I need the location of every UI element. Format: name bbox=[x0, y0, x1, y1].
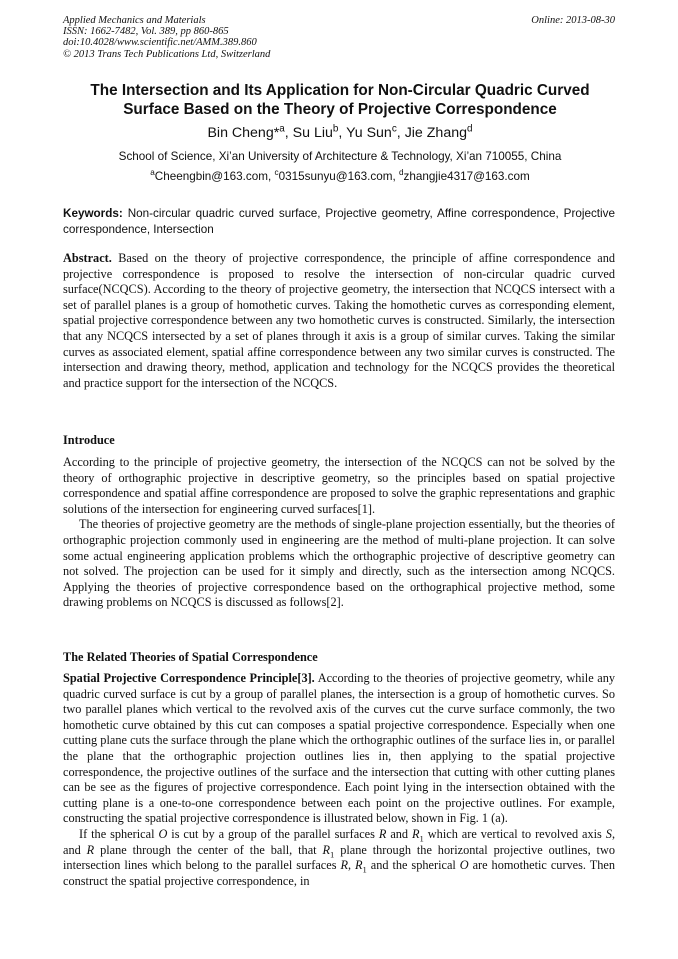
email-list bbox=[60, 169, 620, 184]
text-run: which are vertical to revolved axis bbox=[423, 826, 606, 841]
keywords-text: Non-circular quadric curved surface, Projective geometry, Affine correspondence, Projective correspondence, Intersection bbox=[63, 207, 615, 236]
intro-heading: Introduce bbox=[63, 433, 115, 447]
text-run: are homothetic curves. Then construct the spatial projective correspondence, in bbox=[63, 858, 615, 888]
text-run: , bbox=[347, 858, 355, 873]
journal-name: Applied Mechanics and Materials bbox=[63, 15, 206, 26]
journal-header bbox=[63, 15, 615, 60]
text-run: and the spherical bbox=[366, 858, 460, 873]
text-run: plane through the center of the ball, that bbox=[94, 842, 323, 857]
email-address: zhangjie4317@163.com bbox=[403, 170, 530, 183]
text-run: , and bbox=[63, 826, 616, 857]
title-line-1: The Intersection and Its Application for Non-Circular Quadric Curved bbox=[90, 82, 590, 99]
principle-label: Spatial Projective Correspondence Principle[3]. bbox=[63, 671, 315, 685]
author-list bbox=[60, 124, 620, 142]
copyright-line: © 2013 Trans Tech Publications Ltd, Switzerland bbox=[63, 48, 271, 60]
email-sep: , bbox=[392, 170, 399, 183]
abstract-text: Based on the theory of projective correspondence, the principle of affine correspondence and projective correspondence is proposed to resolve the intersection of non-circular quadric curved surface(NCQCS). According to the theory of projective geometry, the intersection that NCQCS intersect with a set of parallel planes is a group of homothetic curves. Taking the homothetic curves as corresponding element, spatial projective correspondence between any two homothetic curves is constructed. Similarly, the intersection that any NCQCS intersected by a set of planes through it axis is a group of similar curves. Taking the similar curves as associated element, spatial affine correspondence between any two similar curves is constructed. The intersection and drawing theory, method, application and technology for the NCQCS provides the theoretical and practice support for the intersection of the NCQCS. bbox=[63, 251, 615, 390]
related-paragraph-2 bbox=[63, 827, 615, 889]
email-address: Cheengbin@163.com bbox=[154, 170, 268, 183]
author-name: Jie Zhang bbox=[404, 125, 467, 141]
math-symbol: S bbox=[605, 826, 612, 841]
math-symbol: R bbox=[340, 858, 348, 873]
math-symbol: R bbox=[378, 826, 387, 841]
email-sup: a bbox=[150, 168, 155, 178]
math-subscript: 1 bbox=[329, 848, 335, 859]
text-run: plane through the horizontal projective outlines, two intersection lines which belong to the parallel surfaces bbox=[63, 842, 615, 873]
issn-line: ISSN: 1662-7482, Vol. 389, pp 860-865 bbox=[63, 26, 229, 38]
keywords bbox=[63, 206, 615, 237]
author-sup: a bbox=[279, 123, 285, 135]
email-sup: c bbox=[274, 168, 279, 178]
online-date: Online: 2013-08-30 bbox=[531, 15, 615, 26]
math-symbol: O bbox=[459, 858, 469, 873]
math-subscript: 1 bbox=[419, 833, 424, 844]
author-sup: c bbox=[391, 123, 397, 135]
author-name: Su Liu bbox=[292, 125, 333, 141]
doi-line: doi:10.4028/www.scientific.net/AMM.389.860 bbox=[63, 37, 257, 49]
author-name: Bin Cheng* bbox=[207, 125, 280, 141]
abstract bbox=[63, 251, 615, 391]
author-sep: , bbox=[284, 125, 293, 141]
author-sup: d bbox=[467, 123, 473, 135]
math-symbol: R bbox=[412, 826, 420, 841]
abstract-label: Abstract. bbox=[63, 251, 112, 265]
email-sup: d bbox=[398, 168, 404, 178]
text-run: and bbox=[386, 826, 413, 841]
text-run: is cut by a group of the parallel surfaces bbox=[167, 826, 379, 841]
email-sep: , bbox=[268, 170, 275, 183]
author-name: Yu Sun bbox=[346, 125, 392, 141]
author-sep: , bbox=[396, 125, 405, 141]
math-symbol: R bbox=[354, 858, 363, 873]
intro-paragraph-2: The theories of projective geometry are the methods of single-plane projection essentially, but the theories of orthographic projection commonly used in engineering are the method of multi-plane projection. It can solve some actual engineering application problems which the orthographic projective of descriptive geometry can not solved. The projection can be used for it simply and directly, such as the intersection among NCQCS. Applying the theories of projective correspondence based on the orthographical projective method, some drawing problems on NCQCS is discussed as follows[2]. bbox=[63, 517, 615, 610]
math-symbol: O bbox=[158, 826, 168, 841]
email-address: 0315sunyu@163.com bbox=[278, 170, 393, 183]
math-symbol: R bbox=[322, 842, 330, 857]
principle-text: According to the theories of projective geometry, while any quadric curved surface is cut by a group of parallel planes, the intersection is a group of homothetic curves. So two parallel planes which vertical to the revolved axis of the curves cut the curve surface commonly, the two homothetic curve obtained by this cut can composes a spatial projective correspondence. Especially when one cutting plane cuts the surface through the plane which the orthographic outlines of the surface lies in, or parallel the plane that the orthographic projection outlines lies in, then applying to the spatial projective correspondence, the projective outlines of the surface and the intersection that cutting with other cutting planes can be see as the figures of projective correspondence. Each point lying in the intersection obtained with the cutting plane is a one-to-one correspondence between each point on the projective outlines. For example, constructing the spatial projective correspondence is illustrated below, shown in Fig. 1 (a). bbox=[63, 671, 615, 826]
text-run: If the spherical bbox=[79, 826, 159, 841]
affiliation: School of Science, Xi’an University of Architecture & Technology, Xi’an 710055, China bbox=[118, 150, 562, 163]
related-heading: The Related Theories of Spatial Correspondence bbox=[63, 650, 318, 664]
math-symbol: R bbox=[86, 842, 95, 857]
keywords-label: Keywords: bbox=[63, 207, 123, 220]
intro-section bbox=[63, 433, 615, 611]
author-sep: , bbox=[338, 125, 347, 141]
intro-paragraph-1: According to the principle of projective geometry, the intersection of the NCQCS can not be solved by the theory of orthographic projective in descriptive geometry, so the principles based on spatial projective correspondence and spatial affine correspondence are proposed to solve the graphic representations and graphic solutions of the intersection for engineering curved surfaces[1]. bbox=[63, 455, 615, 516]
related-paragraph-1 bbox=[63, 671, 615, 827]
author-sup: b bbox=[332, 123, 339, 135]
math-subscript: 1 bbox=[362, 864, 367, 875]
related-section bbox=[63, 650, 615, 889]
paper-title bbox=[60, 81, 620, 119]
title-line-2: Surface Based on the Theory of Projective Correspondence bbox=[123, 101, 557, 118]
